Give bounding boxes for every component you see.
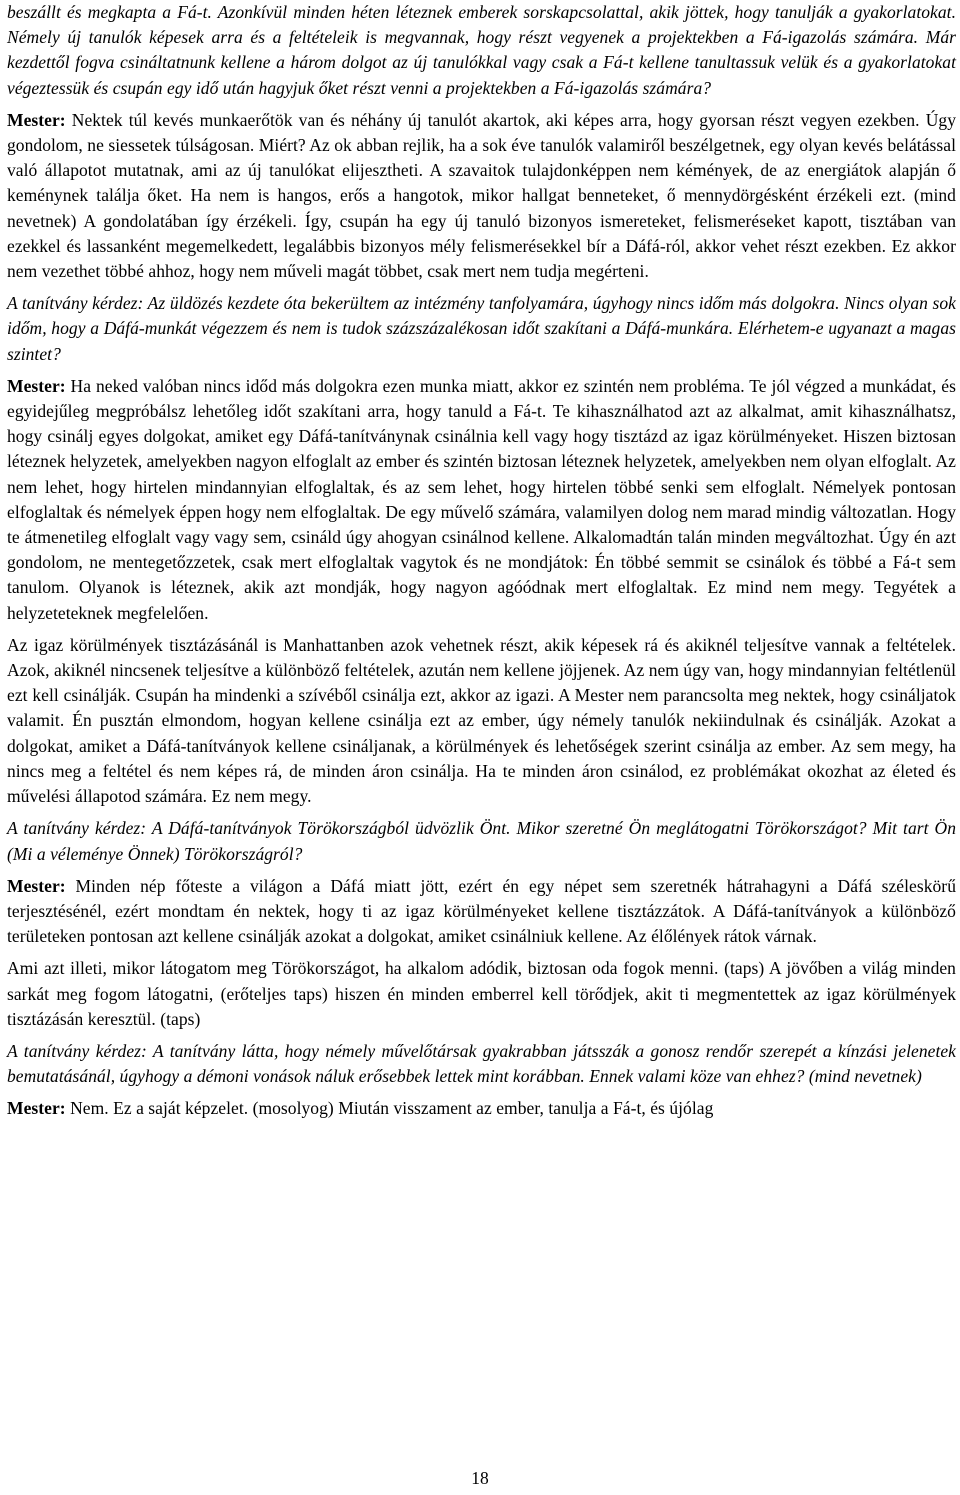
paragraph-answer [7, 374, 956, 626]
paragraph-question [7, 291, 956, 367]
paragraph-text: A tanítvány kérdez: A tanítvány látta, hogy némely művelőtársak gyakrabban játsszák a gonosz rendőr szerepét a kínzási jelenetek bemutatásánál, úgyhogy a démoni vonások náluk erősebbek lettek mint korábban. Ennek valami köze van ehhez? (mind nevetnek) [7, 1040, 956, 1087]
paragraph-answer [7, 1096, 956, 1121]
paragraph-text: A tanítvány kérdez: Az üldözés kezdete óta bekerültem az intézmény tanfolyamára, úgyhogy nincs időm más dolgokra. Nincs olyan sok időm, hogy a Dáfá-munkát végezzem és nem is tudok százszázalékosan időt szakítani a Dáfá-munkára. Elérhetem-e ugyanazt a magas szintet? [7, 293, 956, 364]
paragraph-question [7, 1039, 956, 1089]
speaker-label: Mester: [7, 875, 66, 896]
paragraph-question [7, 816, 956, 866]
paragraph-text: beszállt és megkapta a Fá-t. Azonkívül minden héten léteznek emberek sorskapcsolattal, akik jöttek, hogy tanulják a gyakorlatokat. Némely új tanulók képesek arra és a feltételeik is megvannak, hogy részt vegyenek a projektekben a Fá-igazolás számára. Már kezdettől fogva csináltatnunk kellene a három dolgot az új tanulókkal vagy csak a Fá-t kellene tanultassuk velük és a gyakorlatokat végeztessük és csupán egy idő után hagyjuk őket részt venni a projektekben a Fá-igazolás számára? [7, 2, 956, 98]
paragraph-answer [7, 633, 956, 809]
paragraph-text: Nem. Ez a saját képzelet. (mosolyog) Miután visszament az ember, tanulja a Fá-t, és újólag [65, 1098, 714, 1119]
paragraph-text: Minden nép főteste a világon a Dáfá miatt jött, ezért én egy népet sem szeretnék hátrahagyni a Dáfá széleskörű terjesztésénél, ezért mondtam én nektek, hogy ti az igaz körülményeket kellene tisztázzátok. A Dáfá-tanítványok a különböző területeken pontosan azt kellene csinálják azokat a dolgokat, amiket csinálniuk kellene. Az élőlények rátok várnak. [7, 875, 956, 947]
paragraph-text: Az igaz körülmények tisztázásánál is Manhattanben azok vehetnek részt, akik képesek rá és akiknél teljesítve vannak a feltételek. Azok, akiknél nincsenek teljesítve a különböző feltételek, azután nem kellene jöjjenek. Az nem úgy van, hogy mindannyian feltétlenül ezt kell csinálják. Csupán ha mindenki a szívéből csinálja ezt, akkor az igazi. A Mester nem parancsolta meg nektek, hogy csináljatok valamit. Én pusztán elmondom, hogyan kellene csinálja ezt az ember, úgy némely tanulók nekiindulnak és csinálják. Azokat a dolgokat, amiket a Dáfá-tanítványok kellene csináljanak, a körülmények és lehetőségek szerint csinálja az ember. Az sem megy, ha nincs meg a feltétel és nem képes rá, de minden áron csinálja. Ha te minden áron csinálod, ez problémákat okozhat az életed és művelési állapotod számára. Ez nem megy. [7, 634, 956, 807]
speaker-label: Mester: [7, 109, 66, 130]
paragraph-question [7, 0, 956, 101]
speaker-label: Mester: [7, 375, 66, 396]
paragraph-text: Ami azt illeti, mikor látogatom meg Törökországot, ha alkalom adódik, biztosan oda fogok menni. (taps) A jövőben a világ minden sarkát meg fogom látogatni, (erőteljes taps) hiszen én minden emberrel kell törődjek, akit ti megmentettek az igaz körülmények tisztázásán keresztül. (taps) [7, 958, 956, 1029]
document-page [7, 0, 956, 1129]
paragraph-text: Nektek túl kevés munkaerőtök van és néhány új tanulót akartok, aki képes arra, hogy gyorsan részt vegyen ezekben. Úgy gondolom, ne siessetek túlságosan. Miért? Az ok abban rejlik, ha a sok éve tanulók valamiről beszélgetnek, egy olyan kevés belátással való állapotot mutatnak, ami az új tanulókat elijesztheti. A szavaitok tulajdonképpen nem kémények, de az energiátok alapján ő keménynek találja őket. Ha nem is hangos, erős a hangotok, mikor hallgat benneteket, ő mennydörgésként érzékeli ezt. (mind nevetnek) A gondolatában így érzékeli. Így, csupán ha egy új tanuló bizonyos ismereteket, felismeréseket kapott, tisztában van ezekkel és lassanként megemelkedett, legalábbis bizonyos mély felismerésekkel bír a Dáfá-ról, akkor vehet részt ezekben. Ez akkor nem vezethet többé ahhoz, hogy nem műveli magát többet, csak mert nem tudja megérteni. [7, 109, 956, 282]
paragraph-answer [7, 874, 956, 950]
page-number: 18 [471, 1468, 489, 1488]
paragraph-answer [7, 108, 956, 284]
paragraph-answer [7, 956, 956, 1032]
paragraph-text: Ha neked valóban nincs időd más dolgokra ezen munka miatt, akkor ez szintén nem probléma. Te jól végzed a munkádat, és egyidejűleg megpróbálsz lehetőleg időt szakítani arra, hogy tanuld a Fá-t. Te kihasználhatod azt az alkalmat, amit kihasználhatsz, hogy csinálj egyes dolgokat, amiket egy Dáfá-tanítványnak csinálnia kell vagy hogy tisztázd az igaz körülményeket. Hiszen biztosan léteznek helyzetek, amelyekben nagyon elfoglalt az ember és szintén biztosan léteznek helyzetek, amelyekben nem olyan elfoglalt. Az nem lehet, hogy hirtelen mindannyian elfoglaltak, és az sem lehet, hogy hirtelen többé senki sem elfoglalt. Némelyek pontosan elfoglaltak és némelyek éppen hogy nem elfoglaltak. De egy művelő számára, valamilyen dolog nem marad mindig változatlan. Hogy te átmenetileg elfoglalt vagy vagy sem, csináld úgy ahogyan csinálnod kellene. Alkalomadtán talán minden megváltozhat. Úgy én azt gondolom, ne mentegetőzzetek, csak mert elfoglaltak vagytok és ne mondjátok: Én többé semmit se csinálok és többé a Fá-t sem tanulom. Olyanok is léteznek, akik azt mondják, hogy nagyon agóódnak mert elfoglaltak. Ez mind nem megy. Tegyétek a helyzeteteknek megfelelően. [7, 375, 956, 623]
speaker-label: Mester: [7, 1098, 66, 1119]
paragraph-text: A tanítvány kérdez: A Dáfá-tanítványok Törökországból üdvözlik Önt. Mikor szeretné Ön meglátogatni Törökországot? Mit tart Ön (Mi a véleménye Önnek) Törökországról? [7, 818, 956, 864]
